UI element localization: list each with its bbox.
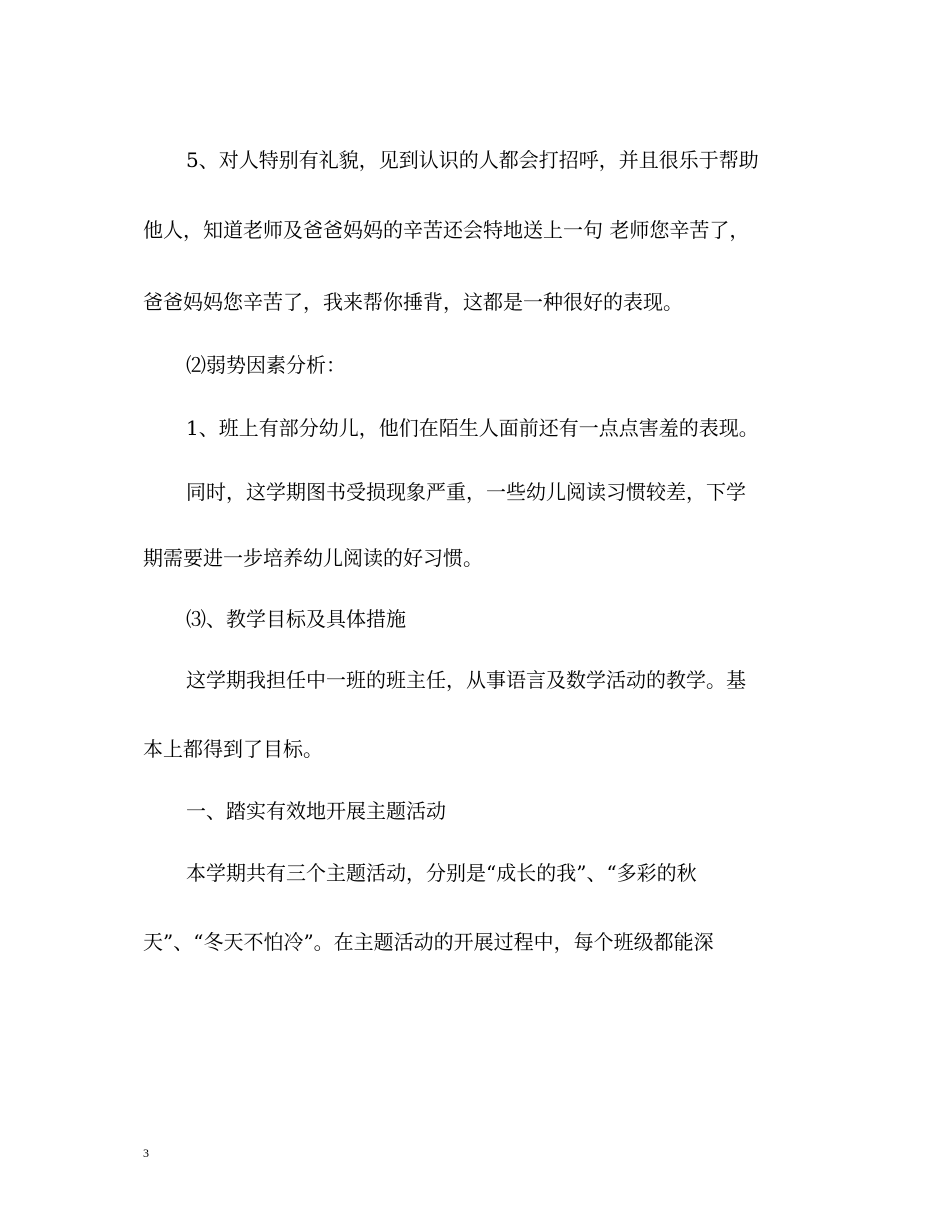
paragraph-line: 本上都得到了目标。: [143, 737, 323, 761]
page-number: 3: [143, 1146, 149, 1160]
paragraph-line: 5、对人特别有礼貌，见到认识的人都会打招呼，并且很乐于帮助: [186, 148, 759, 172]
paragraph-line: 同时，这学期图书受损现象严重，一些幼儿阅读习惯较差，下学: [186, 480, 746, 504]
section-heading: 一、踏实有效地开展主题活动: [186, 799, 446, 823]
paragraph-line: 天”、“冬天不怕冷”。在主题活动的开展过程中，每个班级都能深: [143, 930, 714, 954]
paragraph-line: 1、班上有部分幼儿，他们在陌生人面前还有一点点害羞的表现。: [186, 416, 759, 440]
paragraph-line: 这学期我担任中一班的班主任，从事语言及数学活动的教学。基: [186, 668, 746, 692]
section-heading: ⑶、教学目标及具体措施: [186, 607, 406, 631]
paragraph-line: 爸爸妈妈您辛苦了，我来帮你捶背，这都是一种很好的表现。: [143, 290, 683, 314]
section-heading: ⑵弱势因素分析：: [186, 353, 346, 377]
paragraph-line: 期需要进一步培养幼儿阅读的好习惯。: [143, 546, 483, 570]
paragraph-line: 他人，知道老师及爸爸妈妈的辛苦还会特地送上一句 老师您辛苦了，: [143, 218, 750, 242]
paragraph-line: 本学期共有三个主题活动，分别是“成长的我”、“多彩的秋: [186, 861, 697, 885]
